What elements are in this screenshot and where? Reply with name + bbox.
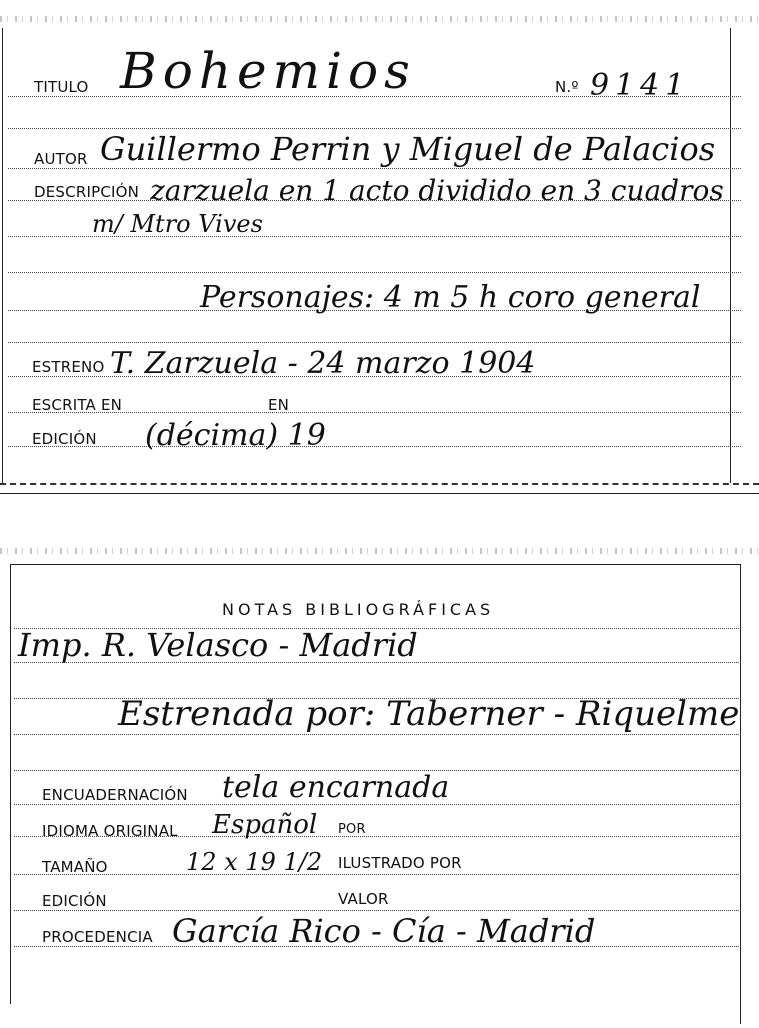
card-separator-line — [0, 493, 759, 494]
rule — [8, 446, 741, 447]
edicion-value: (décima) 19 — [145, 418, 326, 453]
rule — [14, 910, 741, 911]
card-top-border — [10, 564, 741, 565]
rule — [8, 128, 741, 129]
idioma-value: Español — [212, 810, 318, 840]
tamano-value: 12 x 19 1/2 — [186, 848, 323, 876]
rule — [8, 272, 741, 273]
catalog-card-front — [0, 0, 759, 500]
edicion-label: EDICIÓN — [32, 430, 97, 448]
encuadernacion-value: tela encarnada — [222, 770, 450, 805]
edicion-label-2: EDICIÓN — [42, 892, 107, 910]
rule — [14, 874, 741, 875]
valor-label: VALOR — [338, 890, 389, 908]
top-edge-speckle — [0, 548, 759, 554]
card-left-border — [10, 564, 11, 1004]
procedencia-label: PROCEDENCIA — [42, 928, 153, 946]
card-left-border — [2, 28, 3, 483]
estreno-label: ESTRENO — [32, 358, 105, 376]
top-edge-speckle — [0, 16, 759, 22]
autor-value: Guillermo Perrin y Miguel de Palacios — [100, 130, 716, 168]
notas-heading: NOTAS BIBLIOGRÁFICAS — [222, 600, 495, 619]
titulo-value: Bohemios — [120, 42, 416, 100]
ilustrado-label: ILUSTRADO POR — [338, 854, 462, 872]
notes-line1: Imp. R. Velasco - Madrid — [18, 626, 418, 664]
personajes-note: Personajes: 4 m 5 h coro general — [200, 280, 701, 315]
titulo-label: TITULO — [34, 78, 89, 96]
encuadernacion-label: ENCUADERNACIÓN — [42, 786, 188, 804]
descripcion-line1: zarzuela en 1 acto dividido en 3 cuadros — [150, 174, 724, 207]
rule — [14, 734, 741, 735]
idioma-label: IDIOMA ORIGINAL — [42, 822, 178, 840]
notes-line2: Estrenada por: Taberner - Riquelme — [118, 694, 740, 734]
descripcion-label: DESCRIPCIÓN — [34, 183, 140, 201]
autor-label: AUTOR — [34, 150, 88, 168]
rule — [8, 342, 741, 343]
bottom-dashed-rule — [0, 483, 759, 485]
tamano-label: TAMAÑO — [42, 858, 108, 876]
numero-value: 9141 — [590, 68, 691, 103]
en-label: EN — [268, 396, 290, 414]
catalog-card-back — [0, 540, 759, 1028]
descripcion-line2: m/ Mtro Vives — [92, 210, 263, 238]
rule — [8, 168, 741, 169]
procedencia-value: García Rico - Cía - Madrid — [172, 912, 596, 950]
por-label: POR — [338, 822, 366, 837]
estreno-value: T. Zarzuela - 24 marzo 1904 — [110, 346, 536, 381]
numero-label: N.º — [555, 78, 579, 96]
card-right-border — [740, 564, 741, 1024]
escrita-en-label: ESCRITA EN — [32, 396, 123, 414]
